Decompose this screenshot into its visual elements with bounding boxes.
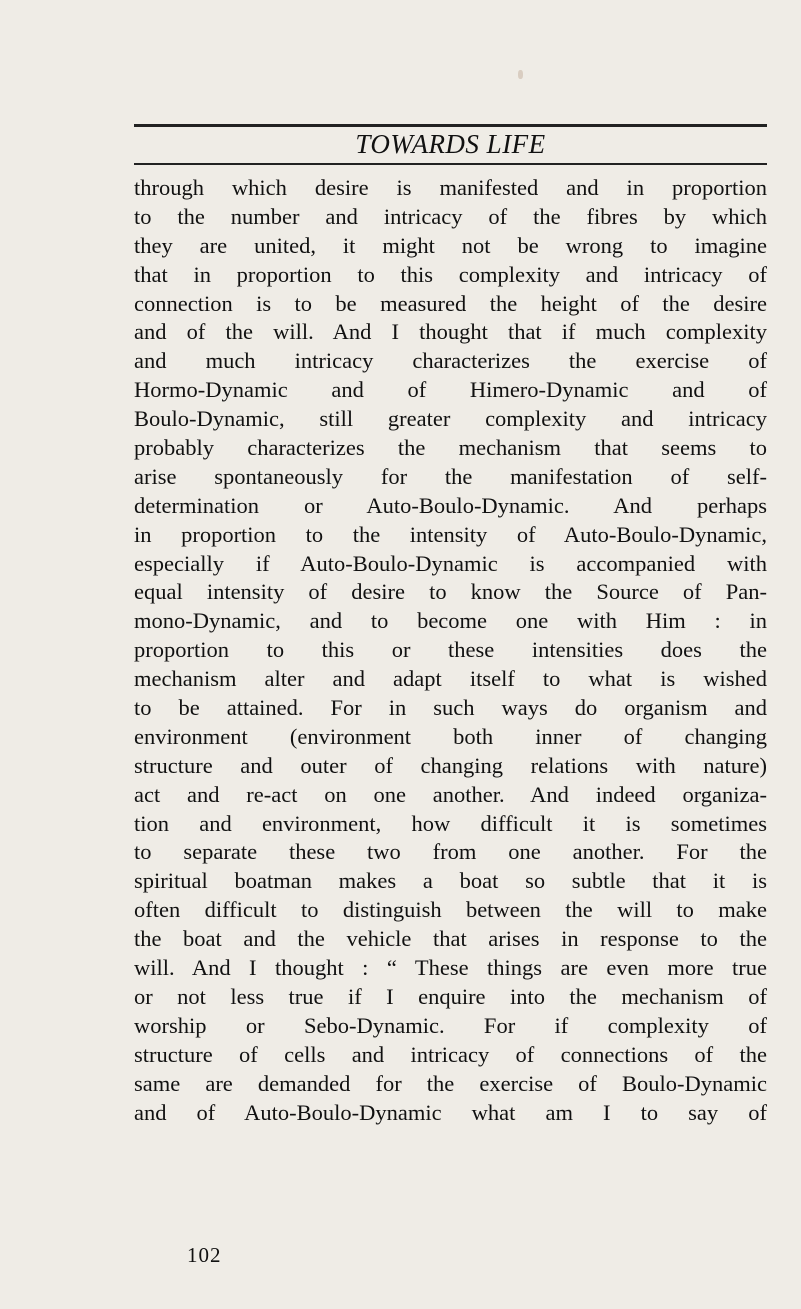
- text-line: especially if Auto-Boulo-Dynamic is accompanied with: [134, 550, 767, 576]
- text-line: will. And I thought : “ These things are even more true: [134, 955, 767, 981]
- page-number: 102: [187, 1243, 222, 1267]
- body-text: [134, 174, 767, 1127]
- text-line: and of Auto-Boulo-Dynamic what am I to say of: [134, 1099, 767, 1125]
- text-line: structure and outer of changing relations with nature): [134, 752, 767, 778]
- text-line: arise spontaneously for the manifestation of self-: [134, 463, 767, 489]
- text-line: worship or Sebo-Dynamic. For if complexity of: [134, 1012, 767, 1038]
- paper-speck: [518, 70, 523, 79]
- text-line: and much intricacy characterizes the exercise of: [134, 348, 767, 374]
- text-line: often difficult to distinguish between the will to make: [134, 897, 767, 923]
- text-line: to the number and intricacy of the fibres by which: [134, 203, 767, 229]
- text-line: structure of cells and intricacy of connections of the: [134, 1041, 767, 1067]
- text-line: same are demanded for the exercise of Boulo-Dynamic: [134, 1070, 767, 1096]
- text-line: proportion to this or these intensities does the: [134, 637, 767, 663]
- text-line: connection is to be measured the height of the desire: [134, 290, 767, 316]
- text-line: through which desire is manifested and in proportion: [134, 175, 767, 200]
- text-line: Hormo-Dynamic and of Himero-Dynamic and of: [134, 377, 767, 403]
- text-line: or not less true if I enquire into the mechanism of: [134, 983, 767, 1009]
- text-line: spiritual boatman makes a boat so subtle that it is: [134, 868, 767, 894]
- text-line: determination or Auto-Boulo-Dynamic. And perhaps: [134, 492, 767, 518]
- text-line: tion and environment, how difficult it is sometimes: [134, 810, 767, 836]
- text-line: mechanism alter and adapt itself to what is wished: [134, 666, 767, 692]
- running-head: TOWARDS LIFE: [355, 129, 546, 159]
- text-line: probably characterizes the mechanism that seems to: [134, 435, 767, 461]
- text-line: to separate these two from one another. For the: [134, 839, 767, 865]
- text-line: the boat and the vehicle that arises in response to the: [134, 926, 767, 952]
- text-line: Boulo-Dynamic, still greater complexity and intricacy: [134, 406, 767, 432]
- text-line: that in proportion to this complexity and intricacy of: [134, 261, 767, 287]
- text-line: and of the will. And I thought that if much complexity: [134, 319, 767, 345]
- header-rule-bottom: [134, 163, 767, 165]
- text-line: to be attained. For in such ways do organism and: [134, 695, 767, 721]
- text-line: environment (environment both inner of changing: [134, 723, 767, 749]
- text-line: they are united, it might not be wrong to imagine: [134, 232, 767, 258]
- text-line: mono-Dynamic, and to become one with Him : in: [134, 608, 767, 634]
- text-line: act and re-act on one another. And indeed organiza-: [134, 781, 767, 807]
- text-line: equal intensity of desire to know the Source of Pan-: [134, 579, 767, 605]
- text-line: in proportion to the intensity of Auto-Boulo-Dynamic,: [134, 521, 767, 547]
